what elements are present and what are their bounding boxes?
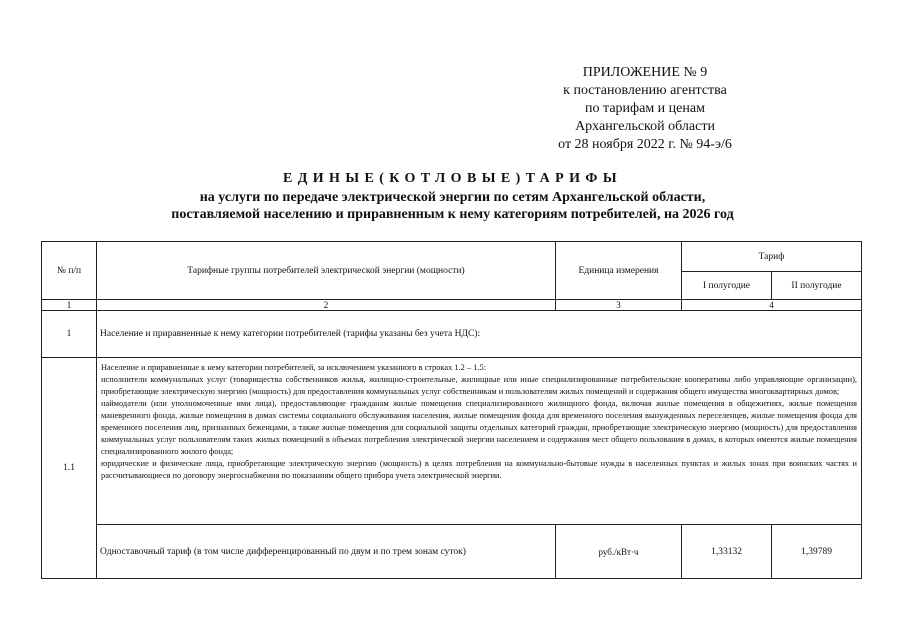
col-number: 2 (97, 300, 556, 311)
header-half1: I полугодие (682, 272, 772, 300)
appendix-line: по тарифам и ценам (585, 101, 705, 116)
row12-half1: 1,33132 (682, 525, 772, 579)
header-half2: II полугодие (772, 272, 862, 300)
row12-text: Одноставочный тариф (в том числе дифференцированный по двум и по трем зонам суток) (97, 525, 556, 579)
col-number: 3 (556, 300, 682, 311)
row12-half2: 1,39789 (772, 525, 862, 579)
row11-num: 1.1 (42, 358, 97, 579)
row12-unit: руб./кВт·ч (556, 525, 682, 579)
appendix-block (540, 64, 750, 154)
appendix-line: ПРИЛОЖЕНИЕ № 9 (582, 65, 708, 80)
col-number: 4 (682, 300, 862, 311)
tariff-table (41, 241, 862, 579)
appendix-line: от 28 ноября 2022 г. № 94-э/6 (558, 137, 732, 152)
appendix-line: к постановлению агентства (563, 83, 727, 98)
row11-paragraph: Население и приравненные к нему категории потребителей, за исключением указанного в строках 1.2 – 1.5: (101, 363, 487, 372)
header-num: № п/п (42, 242, 97, 300)
appendix-line: Архангельской области (575, 119, 715, 134)
header-unit: Единица измерения (556, 242, 682, 300)
row11-paragraph: наймодатели (или уполномоченные ими лица), предоставляющие гражданам жилые помещения специализированного жилищного фонда, включая жилые помещения в общежитиях, жилые помещения маневренного фонда, жилые помещения в домах системы социального обслуживания населения, жилые помещения фонда для временного поселения вынужденных переселенцев, жилые помещения фонда для временного поселения лиц, признанных беженцами, а также жилые помещения для социальной защиты отдельных категорий граждан, приобретающие электрическую энергию (мощность) для предоставления коммунальных услуг пользователям таких жилых помещений в объемах потребления электрической энергии населением и содержания мест общего пользования в домах, в которых имеются жилые помещения специализированного жилого фонда; (101, 399, 857, 456)
document-subtitle-line1: на услуги по передаче электрической энергии по сетям Архангельской области, (199, 190, 706, 205)
row1-num: 1 (42, 311, 97, 358)
document-subtitle-line2: поставляемой населению и приравненным к нему категориям потребителей, на 2026 год (171, 207, 734, 222)
document-title: ЕДИНЫЕ(КОТЛОВЫЕ)ТАРИФЫ (283, 171, 622, 186)
col-number: 1 (42, 300, 97, 311)
row11-paragraph: юридические и физические лица, приобретающие электрическую энергию (мощность) в целях потребления на коммунально-бытовые нужды в населенных пунктах и жилых зонах при воинских частях и рассчитывающиеся по договору энергоснабжения по показаниям общего прибора учета электрической энергии. (101, 459, 857, 480)
header-groups: Тарифные группы потребителей электрической энергии (мощности) (97, 242, 556, 300)
row11-description (97, 358, 862, 525)
row11-paragraph: исполнители коммунальных услуг (товарищества собственников жилья, жилищно-строительные, жилищные или иные специализированные потребительские кооперативы либо управляющие организации), приобретающие электрическую энергию (мощность) для предоставления коммунальных услуг собственникам и пользователям жилых помещений и содержания общего имущества многоквартирных домов; (101, 375, 857, 396)
header-tariff: Тариф (682, 242, 862, 272)
row1-text: Население и приравненные к нему категории потребителей (тарифы указаны без учета НДС): (97, 311, 862, 358)
